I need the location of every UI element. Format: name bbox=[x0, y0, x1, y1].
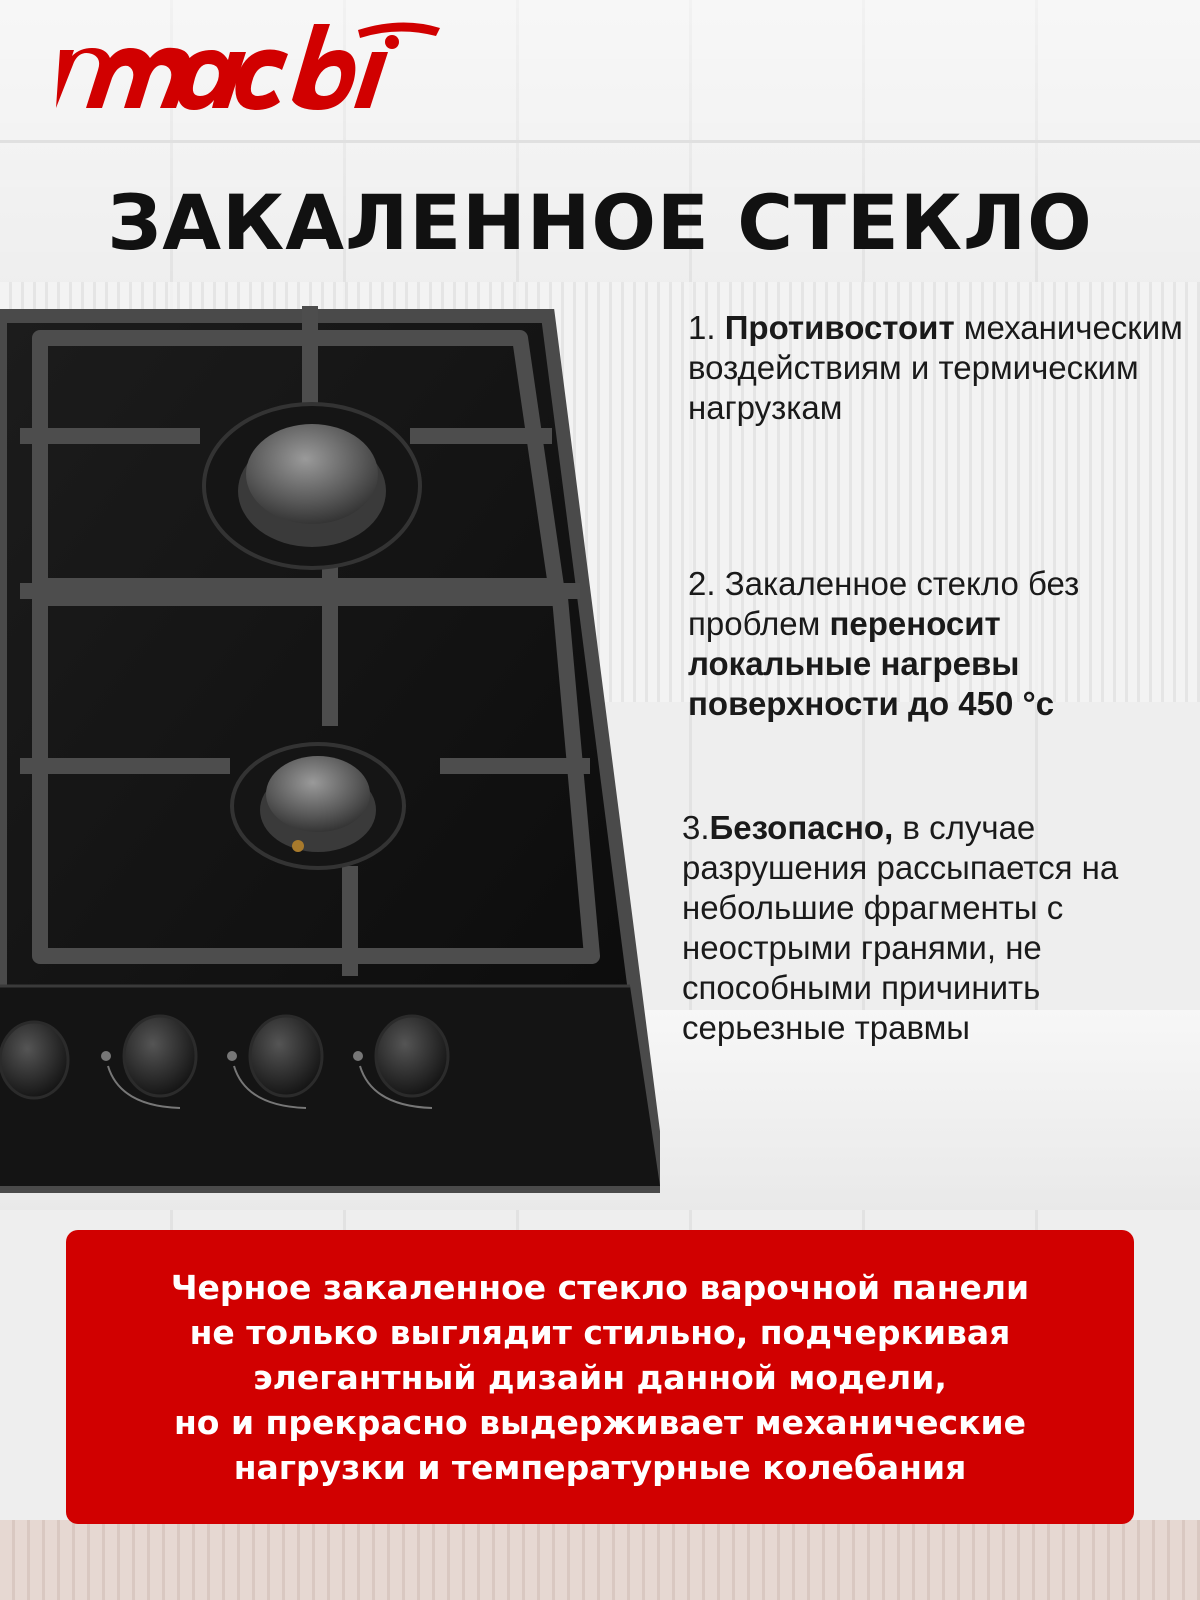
banner-line-4: но и прекрасно выдерживает механические bbox=[173, 1402, 1026, 1442]
page-title: ЗАКАЛЕННОЕ СТЕКЛО bbox=[107, 178, 1093, 267]
banner-line-3: элегантный дизайн данной модели, bbox=[253, 1357, 947, 1397]
banner-line-1: Черное закаленное стекло варочной панели bbox=[170, 1267, 1030, 1307]
info-banner bbox=[66, 1230, 1134, 1524]
feature-3 bbox=[682, 808, 1192, 1048]
floor-strip bbox=[0, 1520, 1200, 1600]
feature-1-text: механическим воздействиям и термическим нагрузкам bbox=[688, 309, 1183, 426]
banner-text bbox=[80, 1265, 1120, 1490]
feature-3-text: в случае разрушения рассыпается на небольшие фрагменты с неострыми гранями, не способными причинить серьезные травмы bbox=[682, 809, 1119, 1046]
feature-2-text: Закаленное стекло без проблем bbox=[688, 565, 1080, 642]
feature-2-number: 2. bbox=[688, 565, 716, 602]
feature-1-bold: Противостоит bbox=[724, 309, 955, 346]
gas-cooktop-illustration bbox=[0, 286, 660, 1210]
feature-3-bold: Безопасно, bbox=[709, 809, 894, 846]
feature-1 bbox=[688, 308, 1188, 428]
feature-2-bold: переносит локальные нагревы поверхности до 450 °с bbox=[688, 605, 1055, 722]
brand-logo bbox=[52, 20, 442, 112]
feature-2 bbox=[688, 564, 1188, 724]
knob-1 bbox=[0, 1022, 68, 1098]
banner-line-5: нагрузки и температурные колебания bbox=[233, 1447, 967, 1487]
banner-line-2: не только выглядит стильно, подчеркивая bbox=[189, 1312, 1011, 1352]
burner-bottom bbox=[232, 744, 404, 868]
feature-1-number: 1. bbox=[688, 309, 716, 346]
tile-seam bbox=[0, 140, 1200, 143]
feature-3-number: 3. bbox=[682, 809, 710, 846]
burner-top bbox=[204, 404, 420, 568]
